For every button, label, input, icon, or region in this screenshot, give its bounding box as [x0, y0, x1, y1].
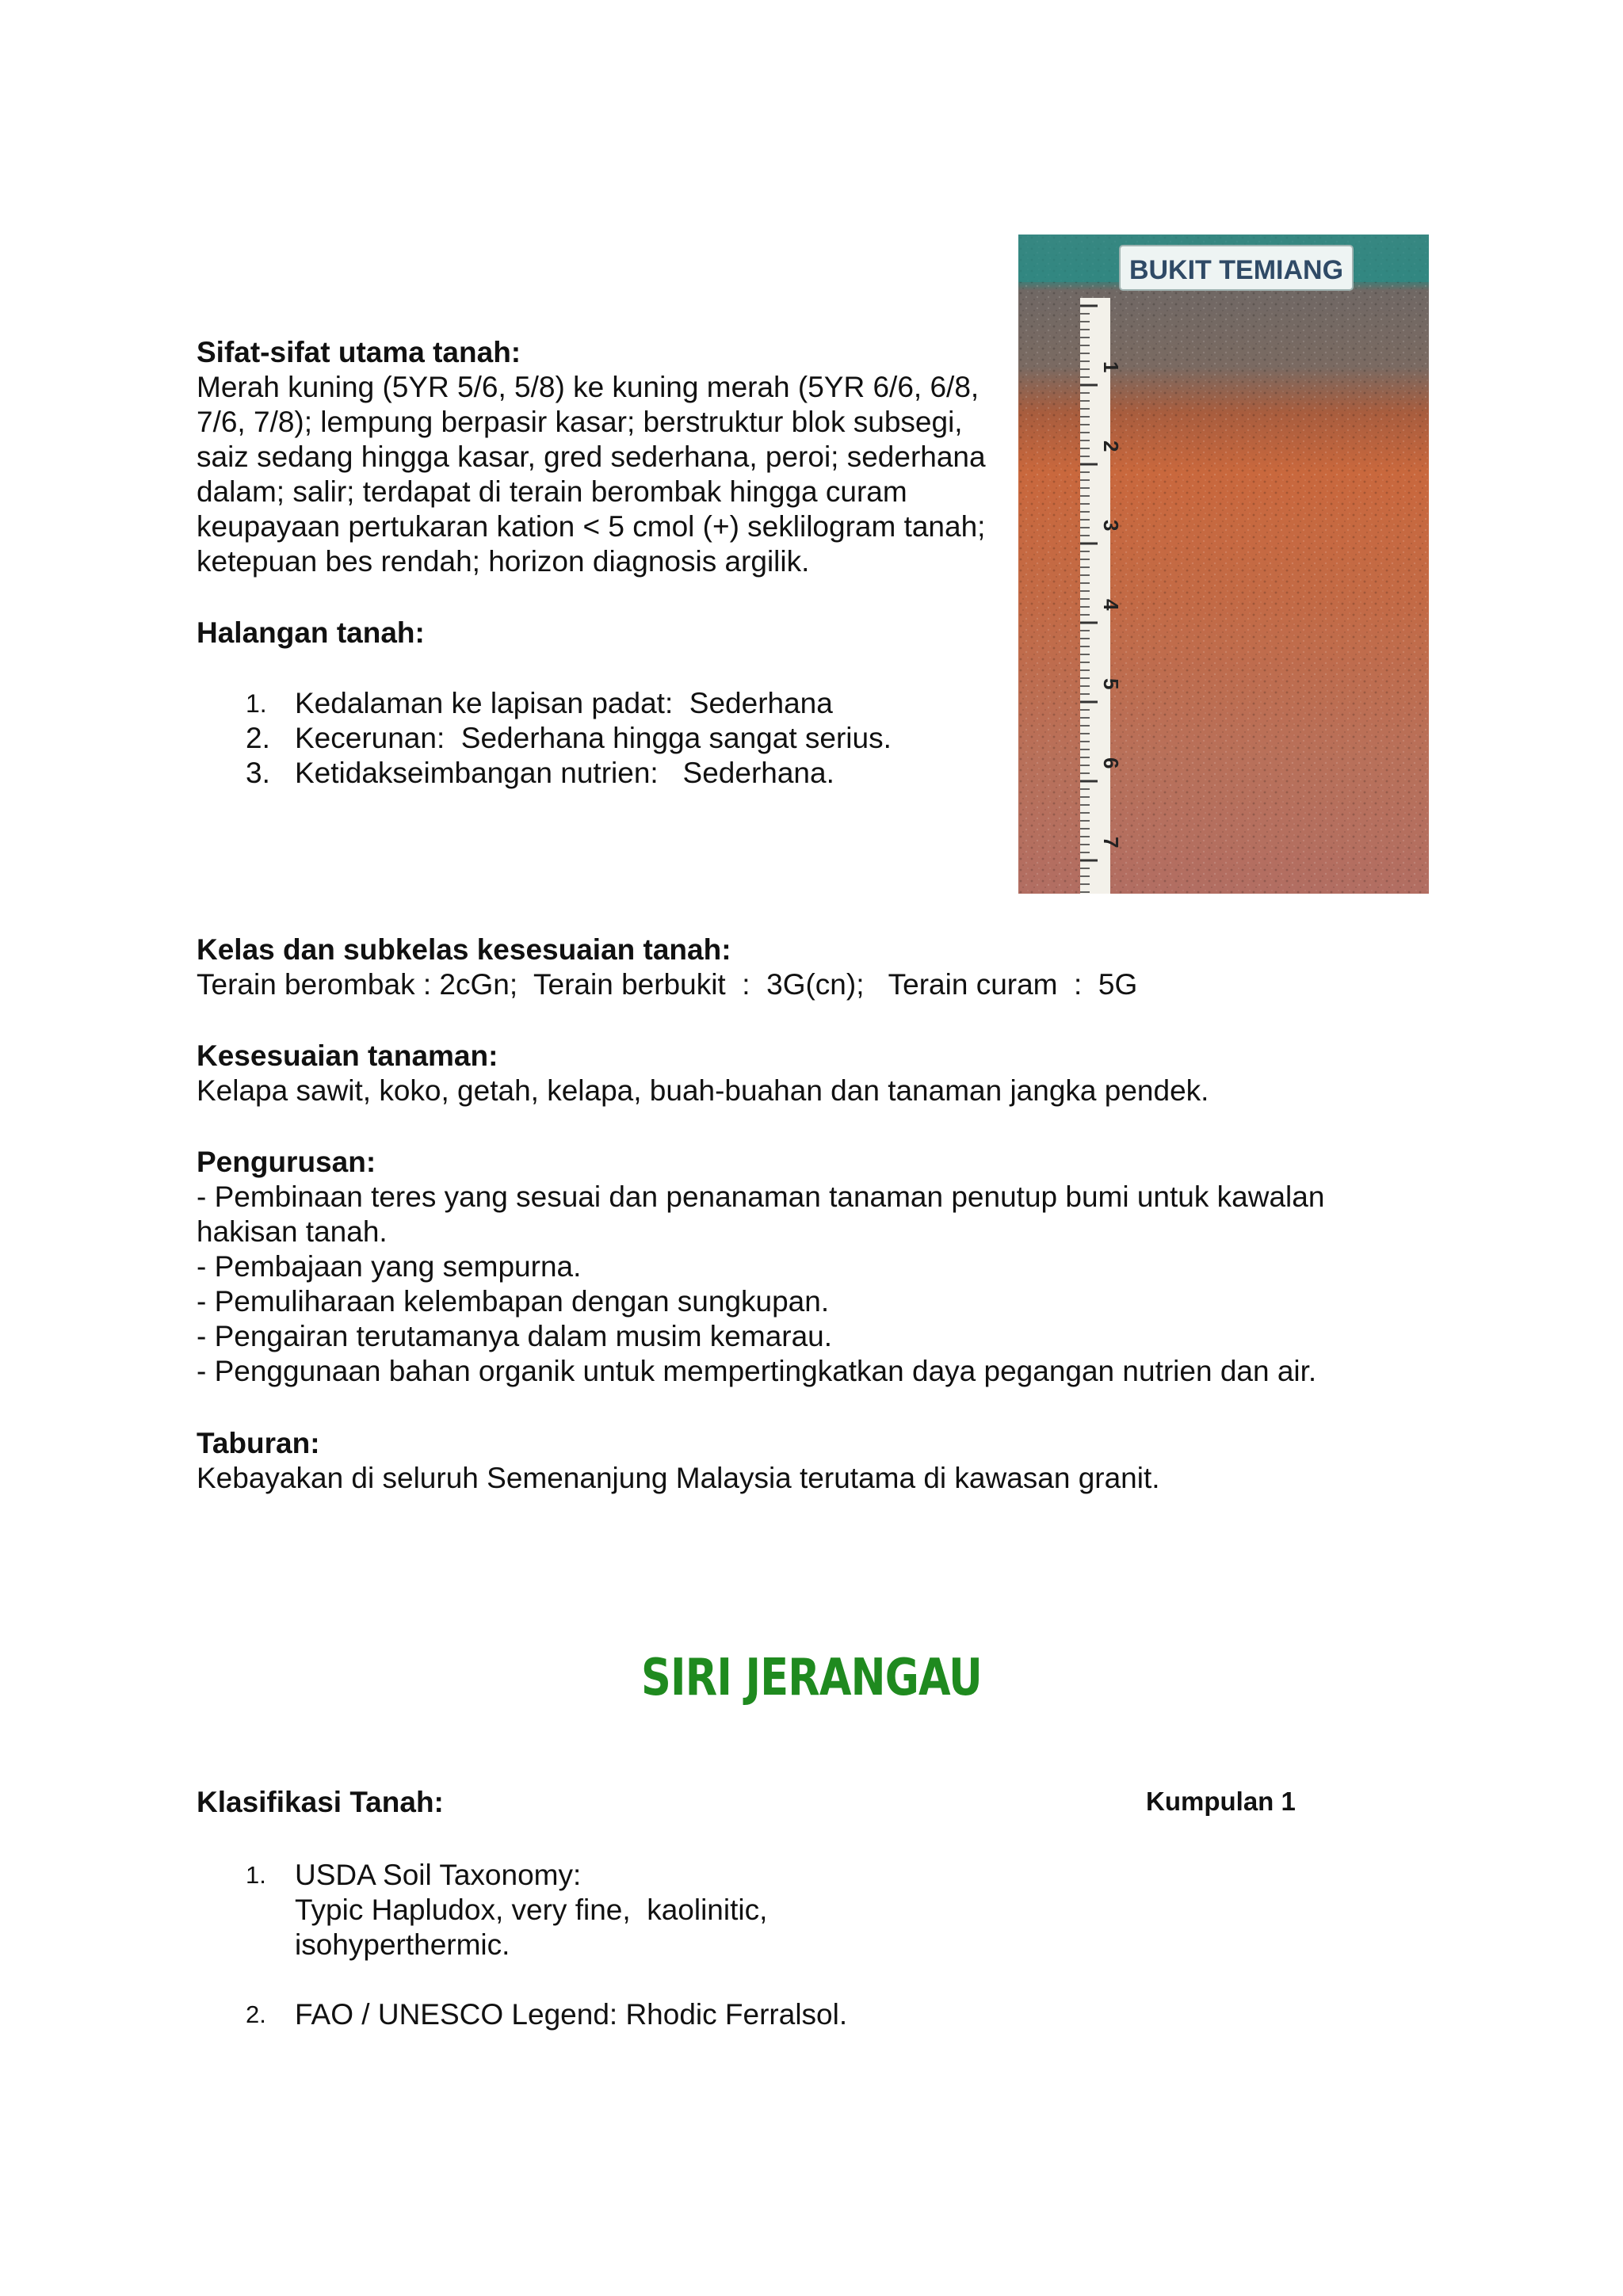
suitability-class-text: Terain berombak : 2cGn; Terain berbukit : 3G(cn); Terain curam : 5G [197, 968, 1138, 1001]
ruler-number: 3 [1099, 520, 1123, 532]
management-line: - Pembinaan teres yang sesuai dan penanaman tanaman penutup bumi untuk kawalan [197, 1180, 1325, 1213]
constraint-text: Kedalaman ke lapisan padat: Sederhana [295, 687, 833, 719]
ruler-number: 4 [1099, 599, 1123, 611]
properties-line: Merah kuning (5YR 5/6, 5/8) ke kuning merah (5YR 6/6, 6/8, [197, 371, 980, 403]
distribution-heading: Taburan: [197, 1427, 320, 1459]
ruler-number: 7 [1099, 837, 1123, 849]
constraints-section [197, 616, 1021, 650]
properties-line: keupayaan pertukaran kation < 5 cmol (+) seklilogram tanah; [197, 510, 986, 543]
soil-properties-section [197, 335, 1021, 579]
management-line: - Pembajaan yang sempurna. [197, 1250, 582, 1283]
list-number: 1. [246, 689, 267, 718]
properties-line: dalam; salir; terdapat di terain berombak hingga curam [197, 475, 907, 508]
constraint-text: Kecerunan: Sederhana hingga sangat serius. [295, 722, 892, 754]
constraint-text: Ketidakseimbangan nutrien: Sederhana. [295, 757, 834, 789]
distribution-section [197, 1426, 1417, 1496]
ruler-number: 1 [1099, 361, 1123, 373]
management-line: - Pengairan terutamanya dalam musim kemarau. [197, 1320, 833, 1352]
ruler-number: 6 [1099, 757, 1123, 769]
management-line: - Penggunaan bahan organik untuk mempertingkatkan daya pegangan nutrien dan air. [197, 1355, 1317, 1387]
list-number: 2. [246, 722, 270, 754]
classification-item [197, 1858, 1148, 1962]
suitability-class-section [197, 933, 1417, 1002]
classification-line: Typic Hapludox, very fine, kaolinitic, [295, 1894, 768, 1926]
management-section [197, 1145, 1417, 1389]
properties-line: saiz sedang hingga kasar, gred sederhana, peroi; sederhana [197, 441, 986, 473]
classification-line: FAO / UNESCO Legend: Rhodic Ferralsol. [295, 1998, 848, 2031]
classification-list [197, 1858, 1148, 2032]
constraint-item [197, 686, 1021, 721]
list-number: 3. [246, 757, 270, 789]
constraints-list [197, 686, 1021, 791]
classification-line: USDA Soil Taxonomy: [295, 1859, 582, 1891]
properties-heading: Sifat-sifat utama tanah: [197, 336, 521, 368]
distribution-text: Kebayakan di seluruh Semenanjung Malaysia terutama di kawasan granit. [197, 1462, 1160, 1494]
classification-heading: Klasifikasi Tanah: [197, 1786, 444, 1818]
crop-suitability-section [197, 1039, 1417, 1108]
list-number: 2. [246, 2000, 266, 2028]
ruler-number: 5 [1099, 678, 1123, 690]
site-sign [1120, 246, 1353, 290]
list-number: 1. [246, 1861, 266, 1889]
soil-profile-photo [1018, 235, 1429, 894]
classification-line: isohyperthermic. [295, 1928, 510, 1961]
crop-suitability-heading: Kesesuaian tanaman: [197, 1039, 498, 1072]
properties-line: 7/6, 7/8); lempung berpasir kasar; berstruktur blok subsegi, [197, 406, 963, 438]
series-title: SIRI JERANGAU [641, 1649, 982, 1707]
management-line: hakisan tanah. [197, 1215, 388, 1248]
properties-line: ketepuan bes rendah; horizon diagnosis argilik. [197, 545, 810, 578]
constraint-item [197, 756, 1021, 791]
management-text [197, 1180, 1417, 1389]
crop-suitability-text: Kelapa sawit, koko, getah, kelapa, buah-buahan dan tanaman jangka pendek. [197, 1074, 1209, 1107]
management-heading: Pengurusan: [197, 1146, 376, 1178]
classification-item [197, 1997, 1148, 2032]
management-line: - Pemuliharaan kelembapan dengan sungkupan. [197, 1285, 830, 1318]
properties-text [197, 370, 1021, 579]
suitability-class-heading: Kelas dan subkelas kesesuaian tanah: [197, 933, 731, 966]
group-label: Kumpulan 1 [1146, 1787, 1296, 1816]
ruler-number: 2 [1099, 441, 1123, 452]
constraints-heading: Halangan tanah: [197, 616, 425, 649]
constraint-item [197, 721, 1021, 756]
sign-text: BUKIT TEMIANG [1128, 255, 1344, 285]
